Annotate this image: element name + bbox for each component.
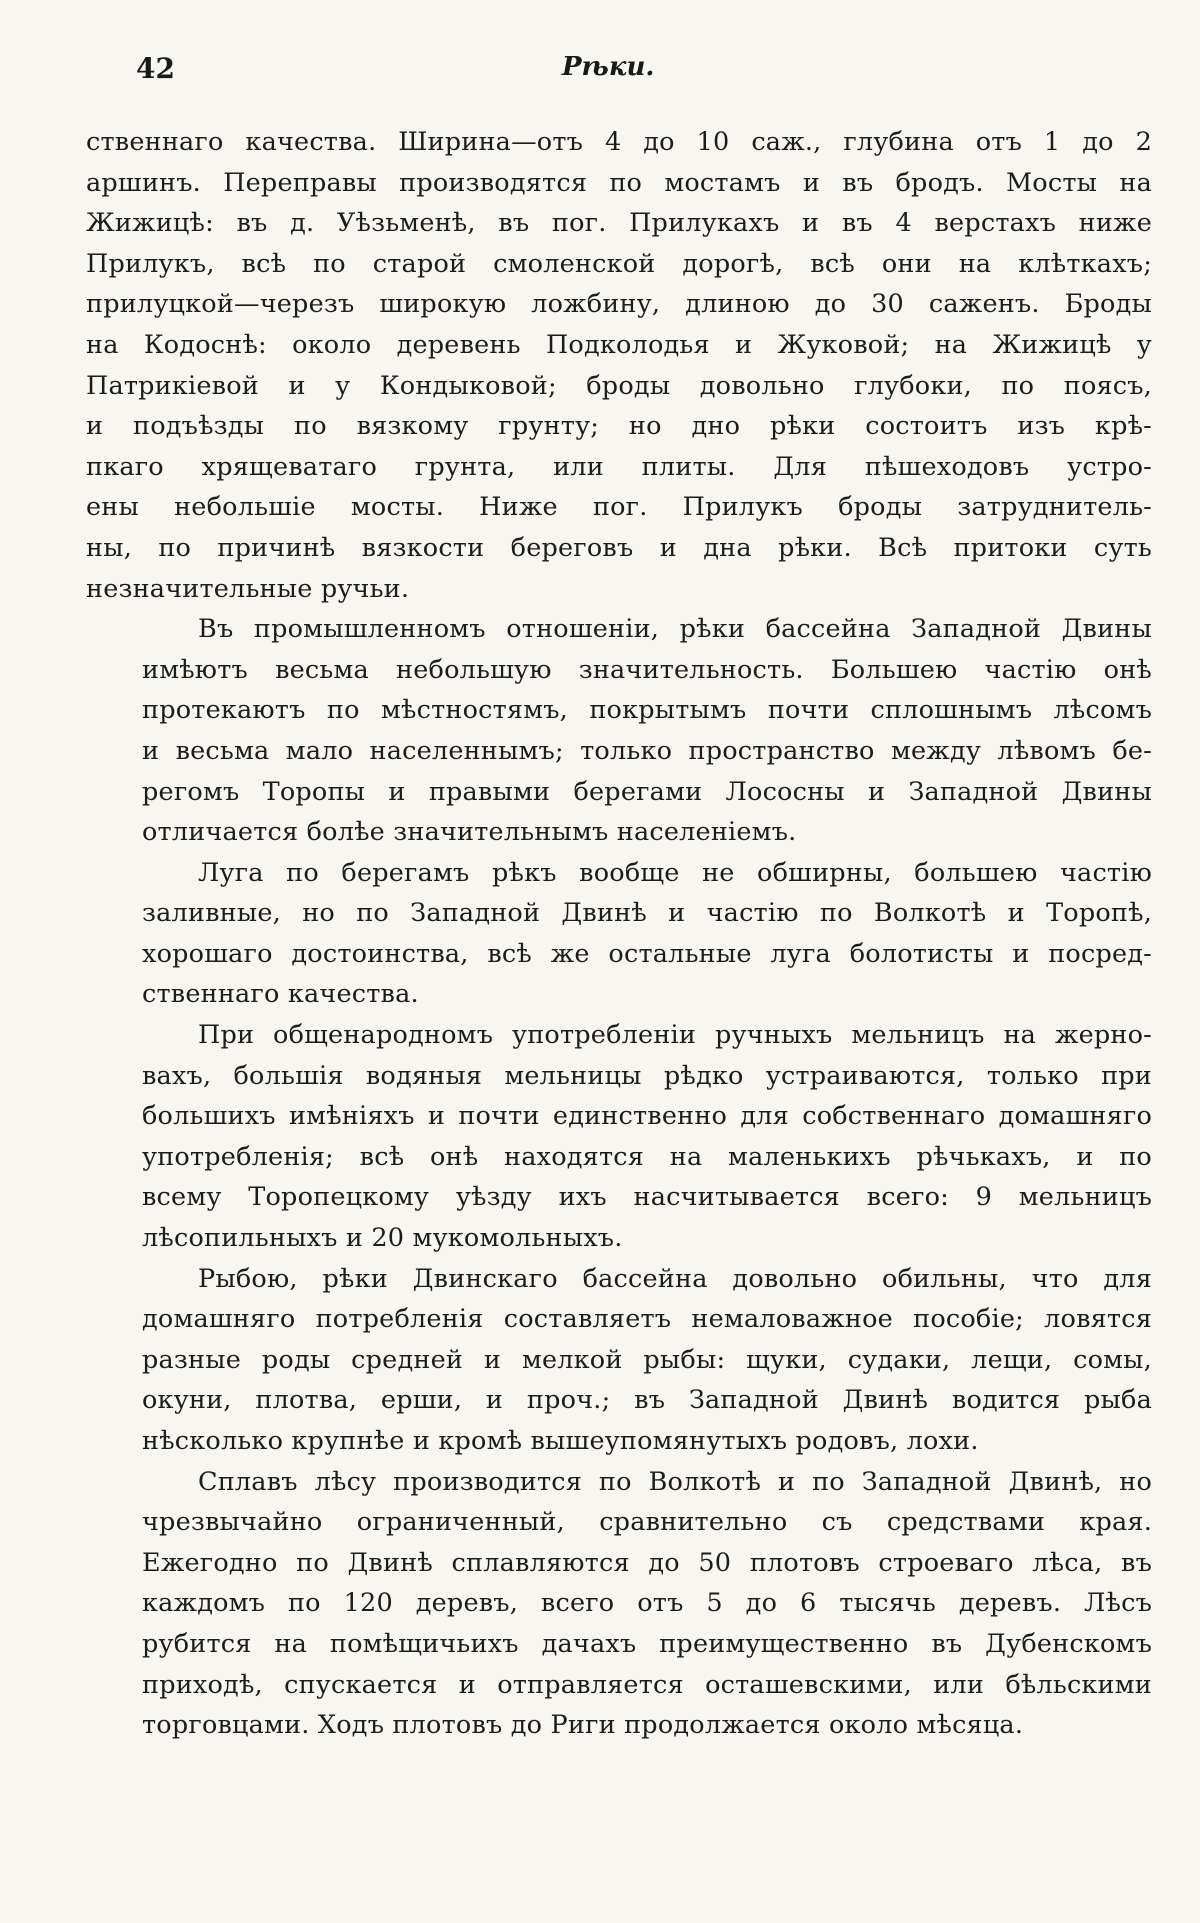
page-header [136, 52, 1176, 96]
paragraph [86, 853, 1152, 1015]
text-line: пкаго хрящеватаго грунта, или плиты. Для пѣшеходовъ устро- [86, 451, 1152, 482]
paragraph [86, 1462, 1152, 1746]
text-line: ны, по причинѣ вязкости береговъ и дна рѣки. Всѣ притоки суть [86, 532, 1152, 563]
text-line: каждомъ по 120 деревъ, всего отъ 5 до 6 тысячь деревъ. Лѣсъ [142, 1588, 1152, 1619]
text-line: Рыбою, рѣки Двинскаго бассейна довольно обильны, что для [198, 1263, 1152, 1294]
paragraph [86, 1259, 1152, 1462]
text-line: окуни, плотва, ерши, и проч.; въ Западной Двинѣ водится рыба [142, 1385, 1152, 1416]
text-line: незначительные ручьи. [86, 573, 410, 604]
text-line: регомъ Торопы и правыми берегами Лососны и Западной Двины [142, 776, 1152, 807]
text-line: лѣсопильныхъ и 20 мукомольныхъ. [142, 1223, 623, 1254]
text-line: хорошаго достоинства, всѣ же остальные луга болотисты и посред- [142, 938, 1152, 969]
text-line: Прилукъ, всѣ по старой смоленской дорогѣ, всѣ они на клѣткахъ; [86, 248, 1152, 279]
text-line: Жижицѣ: въ д. Уѣзьменѣ, въ пог. Прилукахъ и въ 4 верстахъ ниже [86, 208, 1152, 239]
text-line: рубится на помѣщичьихъ дачахъ преимущественно въ Дубенскомъ [142, 1628, 1152, 1659]
text-line: вахъ, большія водяныя мельницы рѣдко устраиваются, только при [142, 1060, 1152, 1091]
text-line: нѣсколько крупнѣе и кромѣ вышеупомянутыхъ родовъ, лохи. [142, 1426, 979, 1456]
text-line: Луга по берегамъ рѣкъ вообще не обширны, большею частію [198, 857, 1152, 888]
running-title: Рѣки. [562, 52, 655, 82]
text-line: торговцами. Ходъ плотовъ до Риги продолжается около мѣсяца. [142, 1710, 1024, 1741]
text-line: заливные, но по Западной Двинѣ и частію по Волкотѣ и Торопѣ, [142, 898, 1152, 929]
text-line: употребленія; всѣ онѣ находятся на маленькихъ рѣчькахъ, и по [142, 1141, 1152, 1172]
text-line: отличается болѣе значительнымъ населеніемъ. [142, 817, 797, 848]
body-text [86, 122, 1152, 1746]
text-line: прилуцкой—черезъ широкую ложбину, длиною до 30 саженъ. Броды [86, 289, 1152, 320]
paragraph [86, 1015, 1152, 1259]
text-line: Сплавъ лѣсу производится по Волкотѣ и по Западной Двинѣ, но [198, 1466, 1152, 1497]
text-line: ственнаго качества. [142, 979, 419, 1010]
text-line: и подъѣзды по вязкому грунту; но дно рѣки состоитъ изъ крѣ- [86, 411, 1152, 442]
text-line: разные роды средней и мелкой рыбы: щуки, судаки, лещи, сомы, [142, 1344, 1152, 1375]
text-line: на Кодоснѣ: около деревень Подколодья и Жуковой; на Жижицѣ у [86, 329, 1152, 360]
text-line: При общенародномъ употребленіи ручныхъ мельницъ на жерно- [198, 1020, 1152, 1051]
paragraph [86, 122, 1152, 609]
text-line: приходѣ, спускается и отправляется осташевскими, или бѣльскими [142, 1669, 1152, 1700]
text-line: ственнаго качества. Ширина—отъ 4 до 10 саж., глубина отъ 1 до 2 [86, 127, 1152, 157]
text-line: чрезвычайно ограниченный, сравнительно съ средствами края. [142, 1507, 1152, 1538]
text-line: и весьма мало населеннымъ; только пространство между лѣвомъ бе- [142, 735, 1152, 766]
paragraph [86, 609, 1152, 853]
text-line: большихъ имѣніяхъ и почти единственно для собственнаго домашняго [142, 1101, 1152, 1132]
text-line: Въ промышленномъ отношеніи, рѣки бассейна Западной Двины [198, 614, 1152, 645]
text-line: домашняго потребленія составляетъ немаловажное пособіе; ловятся [142, 1304, 1152, 1335]
text-line: ены небольшіе мосты. Ниже пог. Прилукъ броды затруднитель- [86, 492, 1152, 523]
text-line: имѣютъ весьма небольшую значительность. Большею частію онѣ [142, 654, 1152, 685]
text-line: аршинъ. Переправы производятся по мостамъ и въ бродъ. Мосты на [86, 167, 1152, 198]
text-line: Патрикіевой и у Кондыковой; броды довольно глубоки, по поясъ, [86, 370, 1152, 401]
text-line: Ежегодно по Двинѣ сплавляются до 50 плотовъ строеваго лѣса, въ [142, 1547, 1152, 1578]
page-number: 42 [136, 52, 175, 85]
text-line: всему Торопецкому уѣзду ихъ насчитывается всего: 9 мельницъ [142, 1182, 1152, 1213]
text-line: протекаютъ по мѣстностямъ, покрытымъ почти сплошнымъ лѣсомъ [142, 695, 1152, 726]
